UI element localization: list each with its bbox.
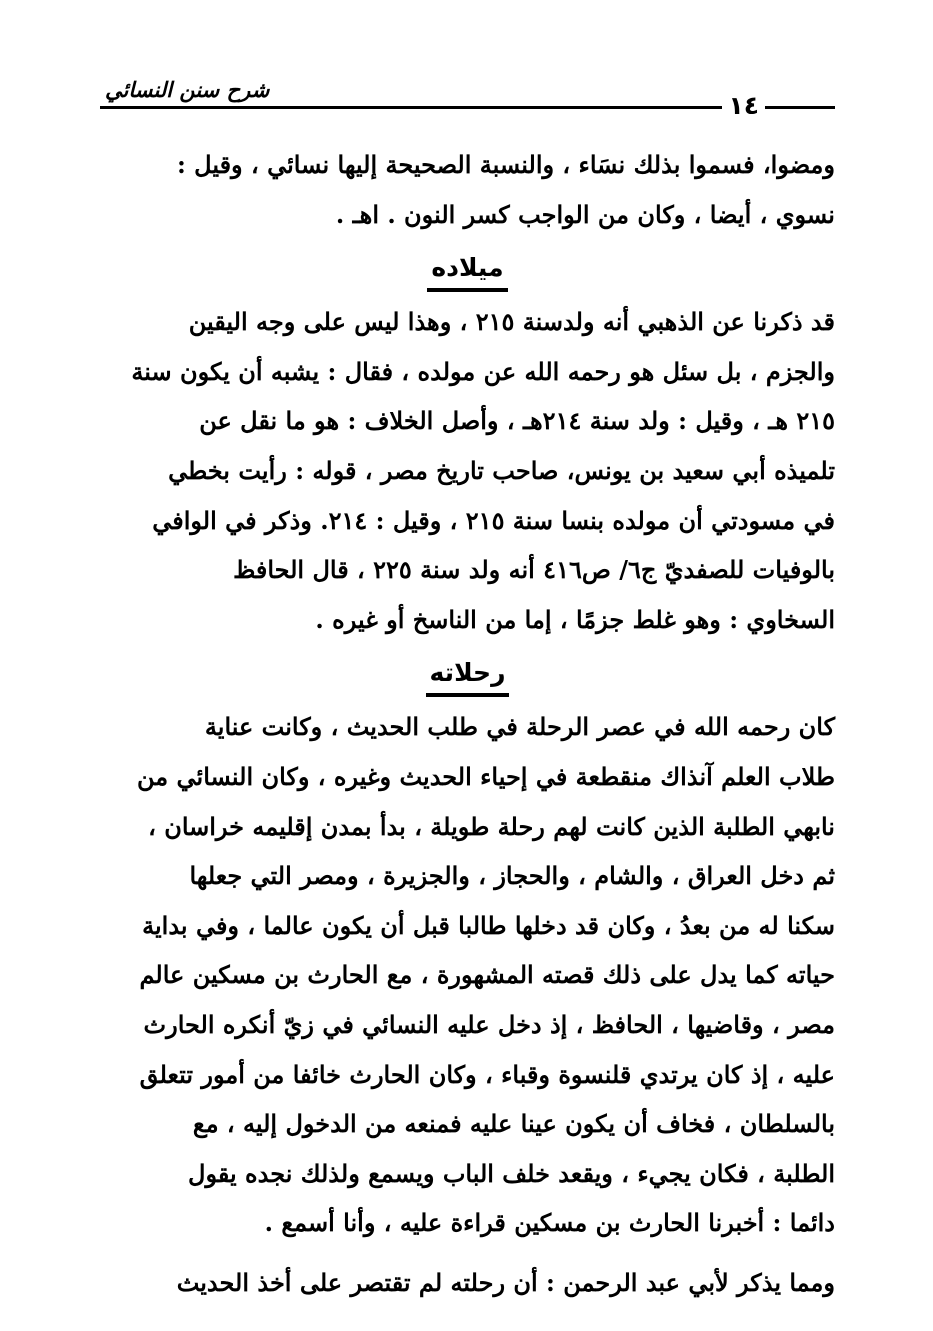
text-line: ومضوا، فسموا بذلك نسَاء ، والنسبة الصحيحة إليها نسائي ، وقيل : — [176, 150, 835, 179]
text-line: مصر ، وقاضيها ، الحافظ ، إذ دخل عليه النسائي في زيّ أنكره الحارث — [143, 1009, 835, 1039]
text-line: دائما : أخبرنا الحارث بن مسكين قراءة عليه ، وأنا أسمع . — [264, 1208, 835, 1238]
text-line: تلميذه أبي سعيد بن يونس، صاحب تاريخ مصر ، قوله : رأيت بخطي — [168, 455, 835, 485]
page-content — [100, 140, 835, 1307]
page-header — [100, 70, 835, 130]
text-line: والجزم ، بل سئل هو رحمه الله عن مولده ، فقال : يشبه أن يكون سنة — [131, 356, 835, 386]
page-number-dash — [765, 106, 835, 109]
text-line: في مسودتي أن مولده بنسا سنة ٢١٥ ، وقيل : ٢١٤. وذكر في الوافي — [152, 505, 835, 535]
text-line: بالوفيات للصفديّ ج٦/ ص٤١٦ أنه ولد سنة ٢٢٥ ، قال الحافظ — [233, 555, 835, 585]
text-line: حياته كما يدل على ذلك قصته المشهورة ، مع الحارث بن مسكين عالم — [139, 960, 835, 990]
text-line: الطلبة ، فكان يجيء ، ويقعد خلف الباب ويسمع ولذلك نجده يقول — [188, 1158, 835, 1188]
text-line: ٢١٥ هـ ، وقيل : ولد سنة ٢١٤هـ ، وأصل الخلاف : هو ما نقل عن — [199, 406, 835, 436]
text-line: طلاب العلم آنذاك منقطعة في إحياء الحديث وغيره ، وكان النسائي من — [137, 761, 835, 791]
text-line: قد ذكرنا عن الذهبي أنه ولدسنة ٢١٥ ، وهذا ليس على وجه اليقين — [188, 307, 835, 337]
section-heading-travels: رحلاته — [100, 648, 835, 698]
text-line: ومما يذكر لأبي عبد الرحمن : أن رحلته لم تقتصر على أخذ الحديث — [176, 1267, 835, 1297]
birth-paragraph — [100, 297, 835, 644]
section-heading-birth: ميلاده — [100, 243, 835, 293]
intro-paragraph — [100, 140, 835, 239]
text-line: ثم دخل العراق ، والشام ، والحجاز ، والجزيرة ، ومصر التي جعلها — [189, 861, 835, 891]
page-number: ١٤ — [722, 90, 765, 122]
running-title: شرح سنن النسائي — [105, 78, 270, 102]
text-line: كان رحمه الله في عصر الرحلة في طلب الحديث ، وكانت عناية — [204, 712, 835, 742]
text-line: عليه ، إذ كان يرتدي قلنسوة وقباء ، وكان الحارث خائفا من أمور تتعلق — [139, 1059, 835, 1089]
text-line: نسوي ، أيضا ، وكان من الواجب كسر النون . اهـ . — [335, 199, 835, 229]
text-line: سكنا له من بعدُ ، وكان قد دخلها طالبا قبل أن يكون عالما ، وفي بداية — [142, 910, 835, 940]
last-paragraph — [100, 1258, 835, 1308]
travels-paragraph — [100, 702, 835, 1248]
text-line: السخاوي : وهو غلط جزمًا ، إما من الناسخ أو غيره . — [315, 604, 835, 634]
text-line: نابهي الطلبة الذين كانت لهم رحلة طويلة ، بدأ بمدن إقليمه خراسان ، — [148, 811, 835, 841]
text-line: بالسلطان ، فخاف أن يكون عينا عليه فمنعه من الدخول إليه ، مع — [192, 1109, 835, 1139]
